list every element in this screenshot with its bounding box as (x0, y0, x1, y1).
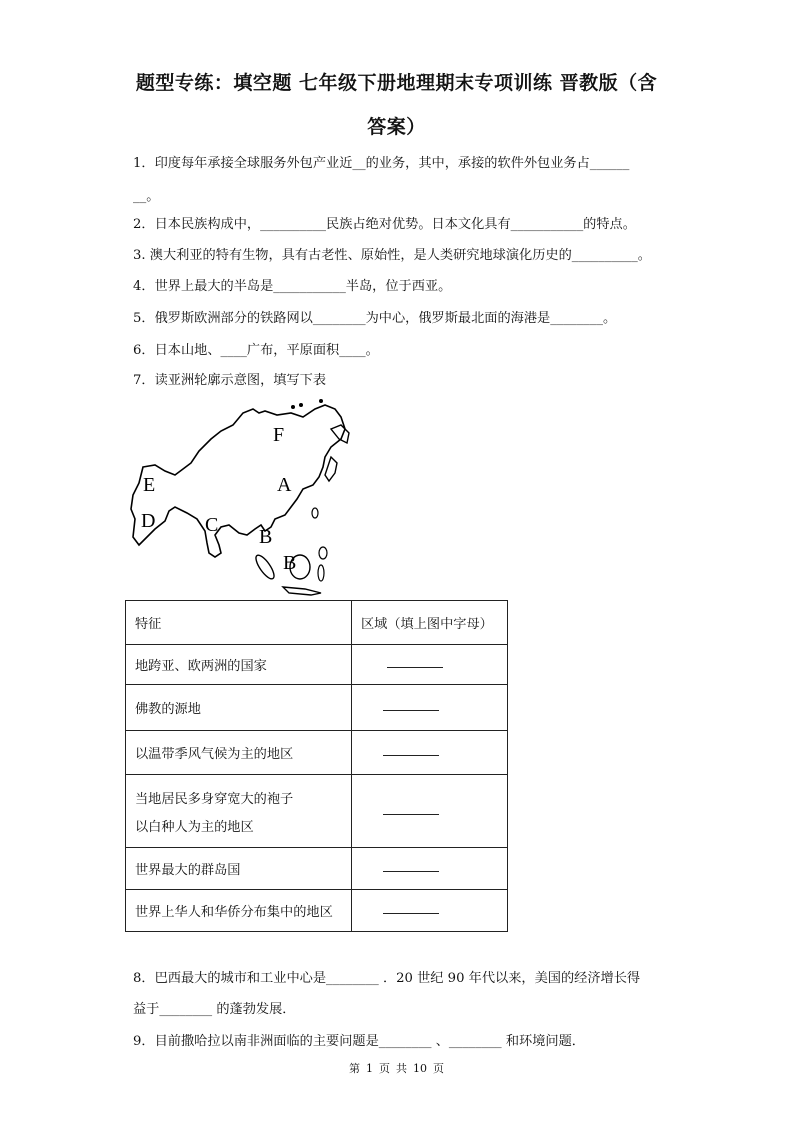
table-cell-feature (126, 775, 352, 848)
philippines-island (319, 547, 327, 559)
question-8-line-2: 益于________ 的蓬勃发展． (133, 1002, 296, 1017)
table-cell-feature-line-2: 以白种人为主的地区 (135, 819, 254, 835)
answer-blank[interactable] (383, 870, 439, 872)
table-header-feature: 特征 (126, 601, 352, 645)
question-1-line-1: 1．印度每年承接全球服务外包产业近__的业务，其中，承接的软件外包业务占______ (133, 156, 630, 171)
table-cell-answer (352, 731, 508, 775)
table-row (126, 848, 508, 890)
table-cell-feature: 地跨亚、欧两洲的国家 (126, 645, 352, 685)
table-header-region: 区域（填上图中字母） (352, 601, 508, 645)
table-cell-answer (352, 685, 508, 731)
table-cell-feature-line-1: 当地居民多身穿宽大的袍子 (135, 791, 294, 807)
table-header-row (126, 601, 508, 645)
answer-blank[interactable] (387, 666, 443, 668)
footer-text: 共 (396, 1062, 407, 1075)
taiwan-island (312, 508, 318, 518)
footer-total-pages: 10 (413, 1062, 427, 1075)
table-cell-answer (352, 890, 508, 932)
table-row (126, 731, 508, 775)
table-cell-answer (352, 848, 508, 890)
question-2: 2．日本民族构成中，__________民族占绝对优势。日本文化具有___________的特点。 (133, 217, 636, 232)
map-label-e: E (143, 474, 156, 496)
table-row (126, 685, 508, 731)
map-label-f: F (273, 424, 285, 446)
question-7: 7．读亚洲轮廓示意图，填写下表 (133, 373, 327, 388)
table-cell-feature: 以温带季风气候为主的地区 (126, 731, 352, 775)
footer-text: 第 (349, 1062, 360, 1075)
map-label-c: C (205, 514, 219, 536)
question-9: 9．目前撒哈拉以南非洲面临的主要问题是________ 、________ 和环境问题． (133, 1034, 585, 1049)
asia-coastline (131, 405, 345, 557)
table-row (126, 890, 508, 932)
table-cell-feature: 佛教的源地 (126, 685, 352, 731)
question-6: 6．日本山地、____广布，平原面积____。 (133, 343, 379, 358)
document-title-line-1: 题型专练：填空题 七年级下册地理期末专项训练 晋教版（含 (135, 72, 658, 94)
table-cell-answer (352, 645, 508, 685)
map-label-b-upper: B (259, 526, 273, 548)
sulawesi-island (318, 565, 324, 581)
arctic-island (319, 399, 323, 403)
question-3: 3. 澳大利亚的特有生物，具有古老性、原始性，是人类研究地球演化历史的__________。 (133, 248, 651, 263)
question-8-line-1: 8．巴西最大的城市和工业中心是________ ．20 世纪 90 年代以来，美国的经济增长得 (133, 971, 641, 986)
answer-blank[interactable] (383, 813, 439, 815)
document-title-line-2: 答案） (367, 116, 426, 138)
region-features-table (125, 600, 508, 932)
question-4: 4．世界上最大的半岛是___________半岛，位于西亚。 (133, 279, 452, 294)
table-row (126, 645, 508, 685)
table-cell-feature: 世界最大的群岛国 (126, 848, 352, 890)
japan-islands (325, 457, 337, 481)
map-label-a: A (277, 474, 292, 496)
answer-blank[interactable] (383, 912, 439, 914)
map-label-d: D (141, 510, 156, 532)
question-1-line-2: __。 (133, 189, 160, 204)
answer-blank[interactable] (383, 754, 439, 756)
java-island (283, 587, 321, 595)
table-row (126, 775, 508, 848)
arctic-island (299, 403, 303, 407)
footer-text: 页 (379, 1062, 390, 1075)
asia-outline-map (125, 395, 360, 600)
footer-text: 页 (433, 1062, 444, 1075)
table-cell-feature: 世界上华人和华侨分布集中的地区 (126, 890, 352, 932)
question-5: 5．俄罗斯欧洲部分的铁路网以________为中心，俄罗斯最北面的海港是________。 (133, 311, 617, 326)
table-cell-answer (352, 775, 508, 848)
page-footer (0, 1060, 793, 1076)
answer-blank[interactable] (383, 709, 439, 711)
map-label-b-lower: B (283, 552, 297, 574)
arctic-island (291, 405, 295, 409)
footer-page-number: 1 (366, 1062, 373, 1075)
sumatra-island (253, 553, 277, 582)
